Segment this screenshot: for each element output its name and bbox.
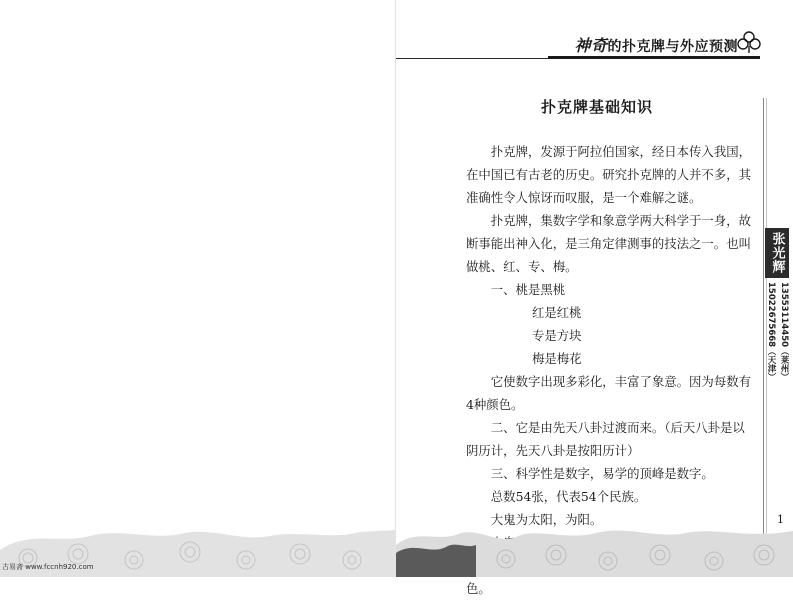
left-page xyxy=(0,0,396,577)
paragraph-remaining: 色。 xyxy=(466,581,491,596)
paragraph-science: 三、科学性是数字，易学的顶峰是数字。 xyxy=(490,466,714,481)
list-item-club: 梅是梅花 xyxy=(532,351,582,366)
paragraph-2: 扑克牌，集数字学和象意学两大科学于一身，故断事能出神入化，是三角定律测事的技法之一。也叫做桃、红、专、梅。 xyxy=(466,213,751,274)
paragraph-total: 总数54张，代表54个民族。 xyxy=(490,489,647,504)
author-tag: 张光辉 xyxy=(765,228,789,278)
section-title: 扑克牌基础知识 xyxy=(541,98,654,116)
running-header xyxy=(566,28,766,54)
phone-list xyxy=(768,282,790,392)
paragraph-1: 扑克牌，发源于阿拉伯国家，经日本传入我国，在中国已有古老的历史。研究扑克牌的人并不多，其准确性令人惊讶而叹服，是一个难解之谜。 xyxy=(466,144,751,205)
right-page xyxy=(396,0,793,596)
sidebar-rule xyxy=(763,98,764,538)
paragraph-bagua: 二、它是由先天八卦过渡而来。（后天八卦是以阴历计，先天八卦是按阳历计） xyxy=(466,420,745,458)
clover-icon xyxy=(736,30,762,54)
list-item-spade: 一、桃是黑桃 xyxy=(490,282,566,297)
watermark-text: 古易斋 www.fccnh920.com xyxy=(2,563,94,571)
header-rule-thick xyxy=(548,56,760,59)
phone-tianjin: 15022675668（天津） xyxy=(766,282,776,382)
list-item-heart: 红是红桃 xyxy=(532,305,582,320)
header-title-rest: 的扑克牌与外应预测 xyxy=(607,39,738,55)
phone-laizhou: 13553114450（莱州） xyxy=(779,282,789,382)
list-item-diamond: 专是方块 xyxy=(532,328,582,343)
cloud-pattern-right xyxy=(396,515,793,577)
page-number: 1 xyxy=(777,513,784,526)
paragraph-colors: 它使数字出现多彩化，丰富了象意。因为每数有4种颜色。 xyxy=(466,374,751,412)
paragraph-big-joker: 大鬼为太阳，为阳。 xyxy=(490,512,603,527)
header-title-deco: 神奇 xyxy=(574,36,608,55)
header-title xyxy=(574,33,738,56)
header-rule-thin xyxy=(396,58,548,59)
